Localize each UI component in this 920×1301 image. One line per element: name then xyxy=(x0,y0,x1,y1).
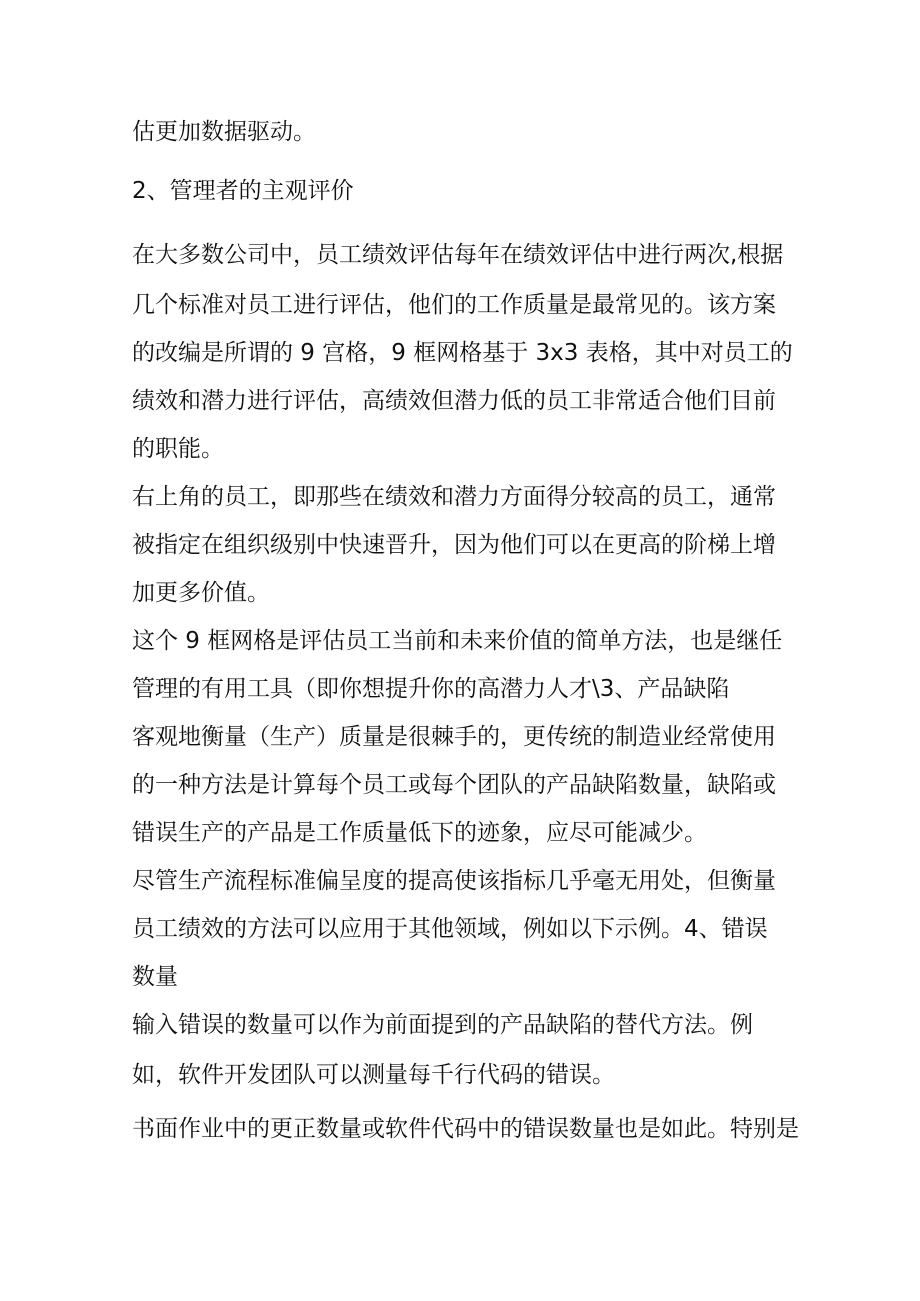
section-heading-2: 2、管理者的主观评价 xyxy=(132,178,354,204)
text-line-13: 客观地衡量（生产）质量是很棘手的，更传统的制造业经常使用 xyxy=(132,724,776,750)
text-line-14: 的一种方法是计算每个员工或每个团队的产品缺陷数量，缺陷或 xyxy=(132,772,776,798)
text-line-5: 的改编是所谓的 9 宫格，9 框网格基于 3x3 表格，其中对员工的 xyxy=(132,340,793,366)
text-line-4: 几个标准对员工进行评估，他们的工作质量是最常见的。该方案 xyxy=(132,292,776,318)
text-line-12: 管理的有用工具（即你想提升你的高潜力人才\3、产品缺陷 xyxy=(132,676,730,702)
text-line-9: 被指定在组织级别中快速晋升，因为他们可以在更高的阶梯上增 xyxy=(132,532,776,558)
text-line-18: 数量 xyxy=(132,964,178,990)
text-line-6: 绩效和潜力进行评估，高绩效但潜力低的员工非常适合他们目前 xyxy=(132,388,776,414)
text-line-19: 输入错误的数量可以作为前面提到的产品缺陷的替代方法。例 xyxy=(132,1012,753,1038)
text-line-20: 如，软件开发团队可以测量每千行代码的错误。 xyxy=(132,1062,615,1088)
text-line-15: 错误生产的产品是工作质量低下的迹象，应尽可能减少。 xyxy=(132,820,707,846)
text-line-8: 右上角的员工，即那些在绩效和潜力方面得分较高的员工，通常 xyxy=(132,484,776,510)
text-line-3: 在大多数公司中，员工绩效评估每年在绩效评估中进行两次,根据 xyxy=(132,242,784,268)
text-line-10: 加更多价值。 xyxy=(132,580,270,606)
text-line-17: 员工绩效的方法可以应用于其他领域，例如以下示例。4、错误 xyxy=(132,916,768,942)
text-line-11: 这个 9 框网格是评估员工当前和未来价值的简单方法，也是继任 xyxy=(132,628,783,654)
text-line-21: 书面作业中的更正数量或软件代码中的错误数量也是如此。特别是 xyxy=(132,1116,799,1142)
text-line-1: 估更加数据驱动。 xyxy=(132,119,316,145)
text-line-16: 尽管生产流程标准偏呈度的提高使该指标几乎毫无用处，但衡量 xyxy=(132,868,776,894)
text-line-7: 的职能。 xyxy=(132,436,224,462)
